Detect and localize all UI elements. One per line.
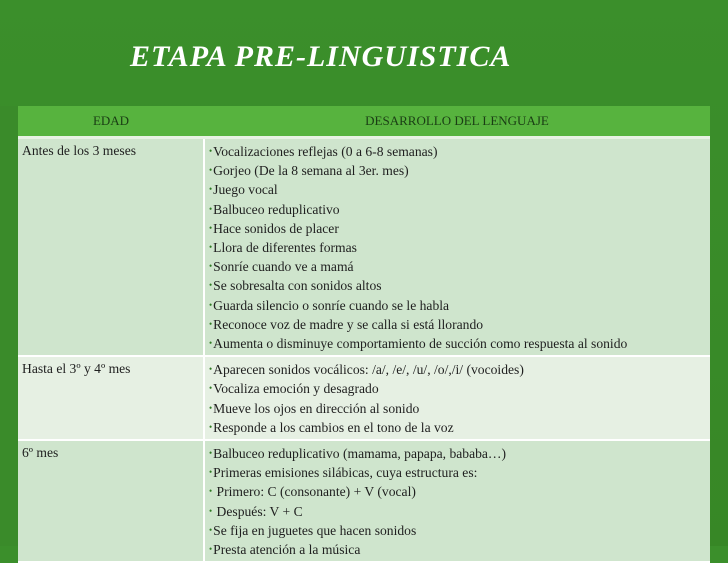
list-item xyxy=(209,502,705,521)
age-label: Antes de los 3 meses xyxy=(22,143,137,158)
list-item xyxy=(209,463,705,482)
header-edad: EDAD xyxy=(18,106,204,138)
bullet-icon: • xyxy=(209,146,213,156)
bullet-icon: • xyxy=(209,486,213,497)
bullet-icon: • xyxy=(209,338,213,349)
list-item xyxy=(209,142,705,161)
list-item xyxy=(209,418,705,437)
bullet-icon: • xyxy=(209,299,213,310)
table-row xyxy=(18,356,710,440)
bullet-icon: • xyxy=(209,467,213,478)
age-label: 6º mes xyxy=(22,445,59,461)
list-item xyxy=(209,315,705,334)
age-cell xyxy=(18,138,204,357)
list-item xyxy=(209,238,705,257)
list-item xyxy=(209,276,705,295)
development-cell xyxy=(204,356,710,440)
age-cell xyxy=(18,440,204,562)
bullet-icon: • xyxy=(209,383,213,394)
list-item xyxy=(209,540,705,559)
age-label: Hasta el 3º y 4º mes xyxy=(22,361,131,377)
bullet-icon: • xyxy=(209,402,213,413)
table-header-row xyxy=(18,106,710,138)
list-item-text: Primero: C (consonante) + V (vocal) xyxy=(213,484,416,500)
list-item xyxy=(209,257,705,276)
table-row xyxy=(18,440,710,562)
list-item-text: Después: V + C xyxy=(213,503,303,519)
list-item-text: Presta atención a la música xyxy=(213,542,361,558)
development-cell xyxy=(204,440,710,562)
bullet-icon: • xyxy=(209,261,213,272)
bullet-icon: • xyxy=(209,421,213,432)
list-item xyxy=(209,399,705,418)
list-item-text: Balbuceo reduplicativo (mamama, papapa, bababa…) xyxy=(213,446,507,462)
bullet-icon: • xyxy=(209,505,213,516)
bullet-icon: • xyxy=(209,448,213,459)
bullet-icon: • xyxy=(209,222,213,233)
list-item-text: Primeras emisiones silábicas, cuya estructura es: xyxy=(213,465,478,481)
page-title: ETAPA PRE-LINGUISTICA xyxy=(130,40,512,73)
list-item xyxy=(209,161,705,180)
list-item-text: Hace sonidos de placer xyxy=(213,220,339,236)
age-cell xyxy=(18,356,204,440)
list-item-text: Guarda silencio o sonríe cuando se le habla xyxy=(213,297,450,313)
list-item-text: Reconoce voz de madre y se calla si está llorando xyxy=(213,316,484,332)
list-item xyxy=(209,219,705,238)
bullet-icon: • xyxy=(209,318,213,329)
header-desarrollo: DESARROLLO DEL LENGUAJE xyxy=(204,106,710,138)
bullet-icon: • xyxy=(209,165,213,176)
list-item-text: Aparecen sonidos vocálicos: /a/, /e/, /u/, /o/,/i/ (vocoides) xyxy=(213,362,524,378)
list-item xyxy=(209,379,705,398)
list-item-text: Vocaliza emoción y desagrado xyxy=(213,381,379,397)
list-item-text: Llora de diferentes formas xyxy=(213,240,357,256)
bullet-icon: • xyxy=(209,242,213,253)
bullet-icon: • xyxy=(209,364,213,375)
table-body xyxy=(18,138,710,563)
bullet-icon: • xyxy=(209,184,213,195)
list-item-text: Responde a los cambios en el tono de la voz xyxy=(213,419,454,435)
list-item xyxy=(209,200,705,219)
list-item xyxy=(209,180,705,199)
list-item-text: Juego vocal xyxy=(213,182,278,198)
bullet-icon: • xyxy=(209,524,213,535)
bullet-icon: • xyxy=(209,203,213,214)
left-margin-strip xyxy=(0,106,18,546)
development-cell xyxy=(204,138,710,357)
list-item-text: Se fija en juguetes que hacen sonidos xyxy=(213,522,417,538)
list-item xyxy=(209,296,705,315)
list-item xyxy=(209,334,705,353)
bullet-icon: • xyxy=(209,280,213,291)
list-item xyxy=(209,521,705,540)
list-item-text: Balbuceo reduplicativo xyxy=(213,201,340,217)
table-row xyxy=(18,138,710,357)
bullet-icon: • xyxy=(209,544,213,555)
list-item-text: Gorjeo (De la 8 semana al 3er. mes) xyxy=(213,163,409,179)
list-item-text: Mueve los ojos en dirección al sonido xyxy=(213,400,420,416)
list-item-text: Aumenta o disminuye comportamiento de succión como respuesta al sonido xyxy=(213,336,628,352)
list-item-text: Vocalizaciones reflejas (0 a 6-8 semanas) xyxy=(213,144,438,159)
list-item-text: Sonríe cuando ve a mamá xyxy=(213,259,354,275)
list-item-text: Se sobresalta con sonidos altos xyxy=(213,278,382,294)
list-item xyxy=(209,360,705,379)
list-item xyxy=(209,444,705,463)
development-table xyxy=(18,106,710,563)
list-item xyxy=(209,482,705,501)
